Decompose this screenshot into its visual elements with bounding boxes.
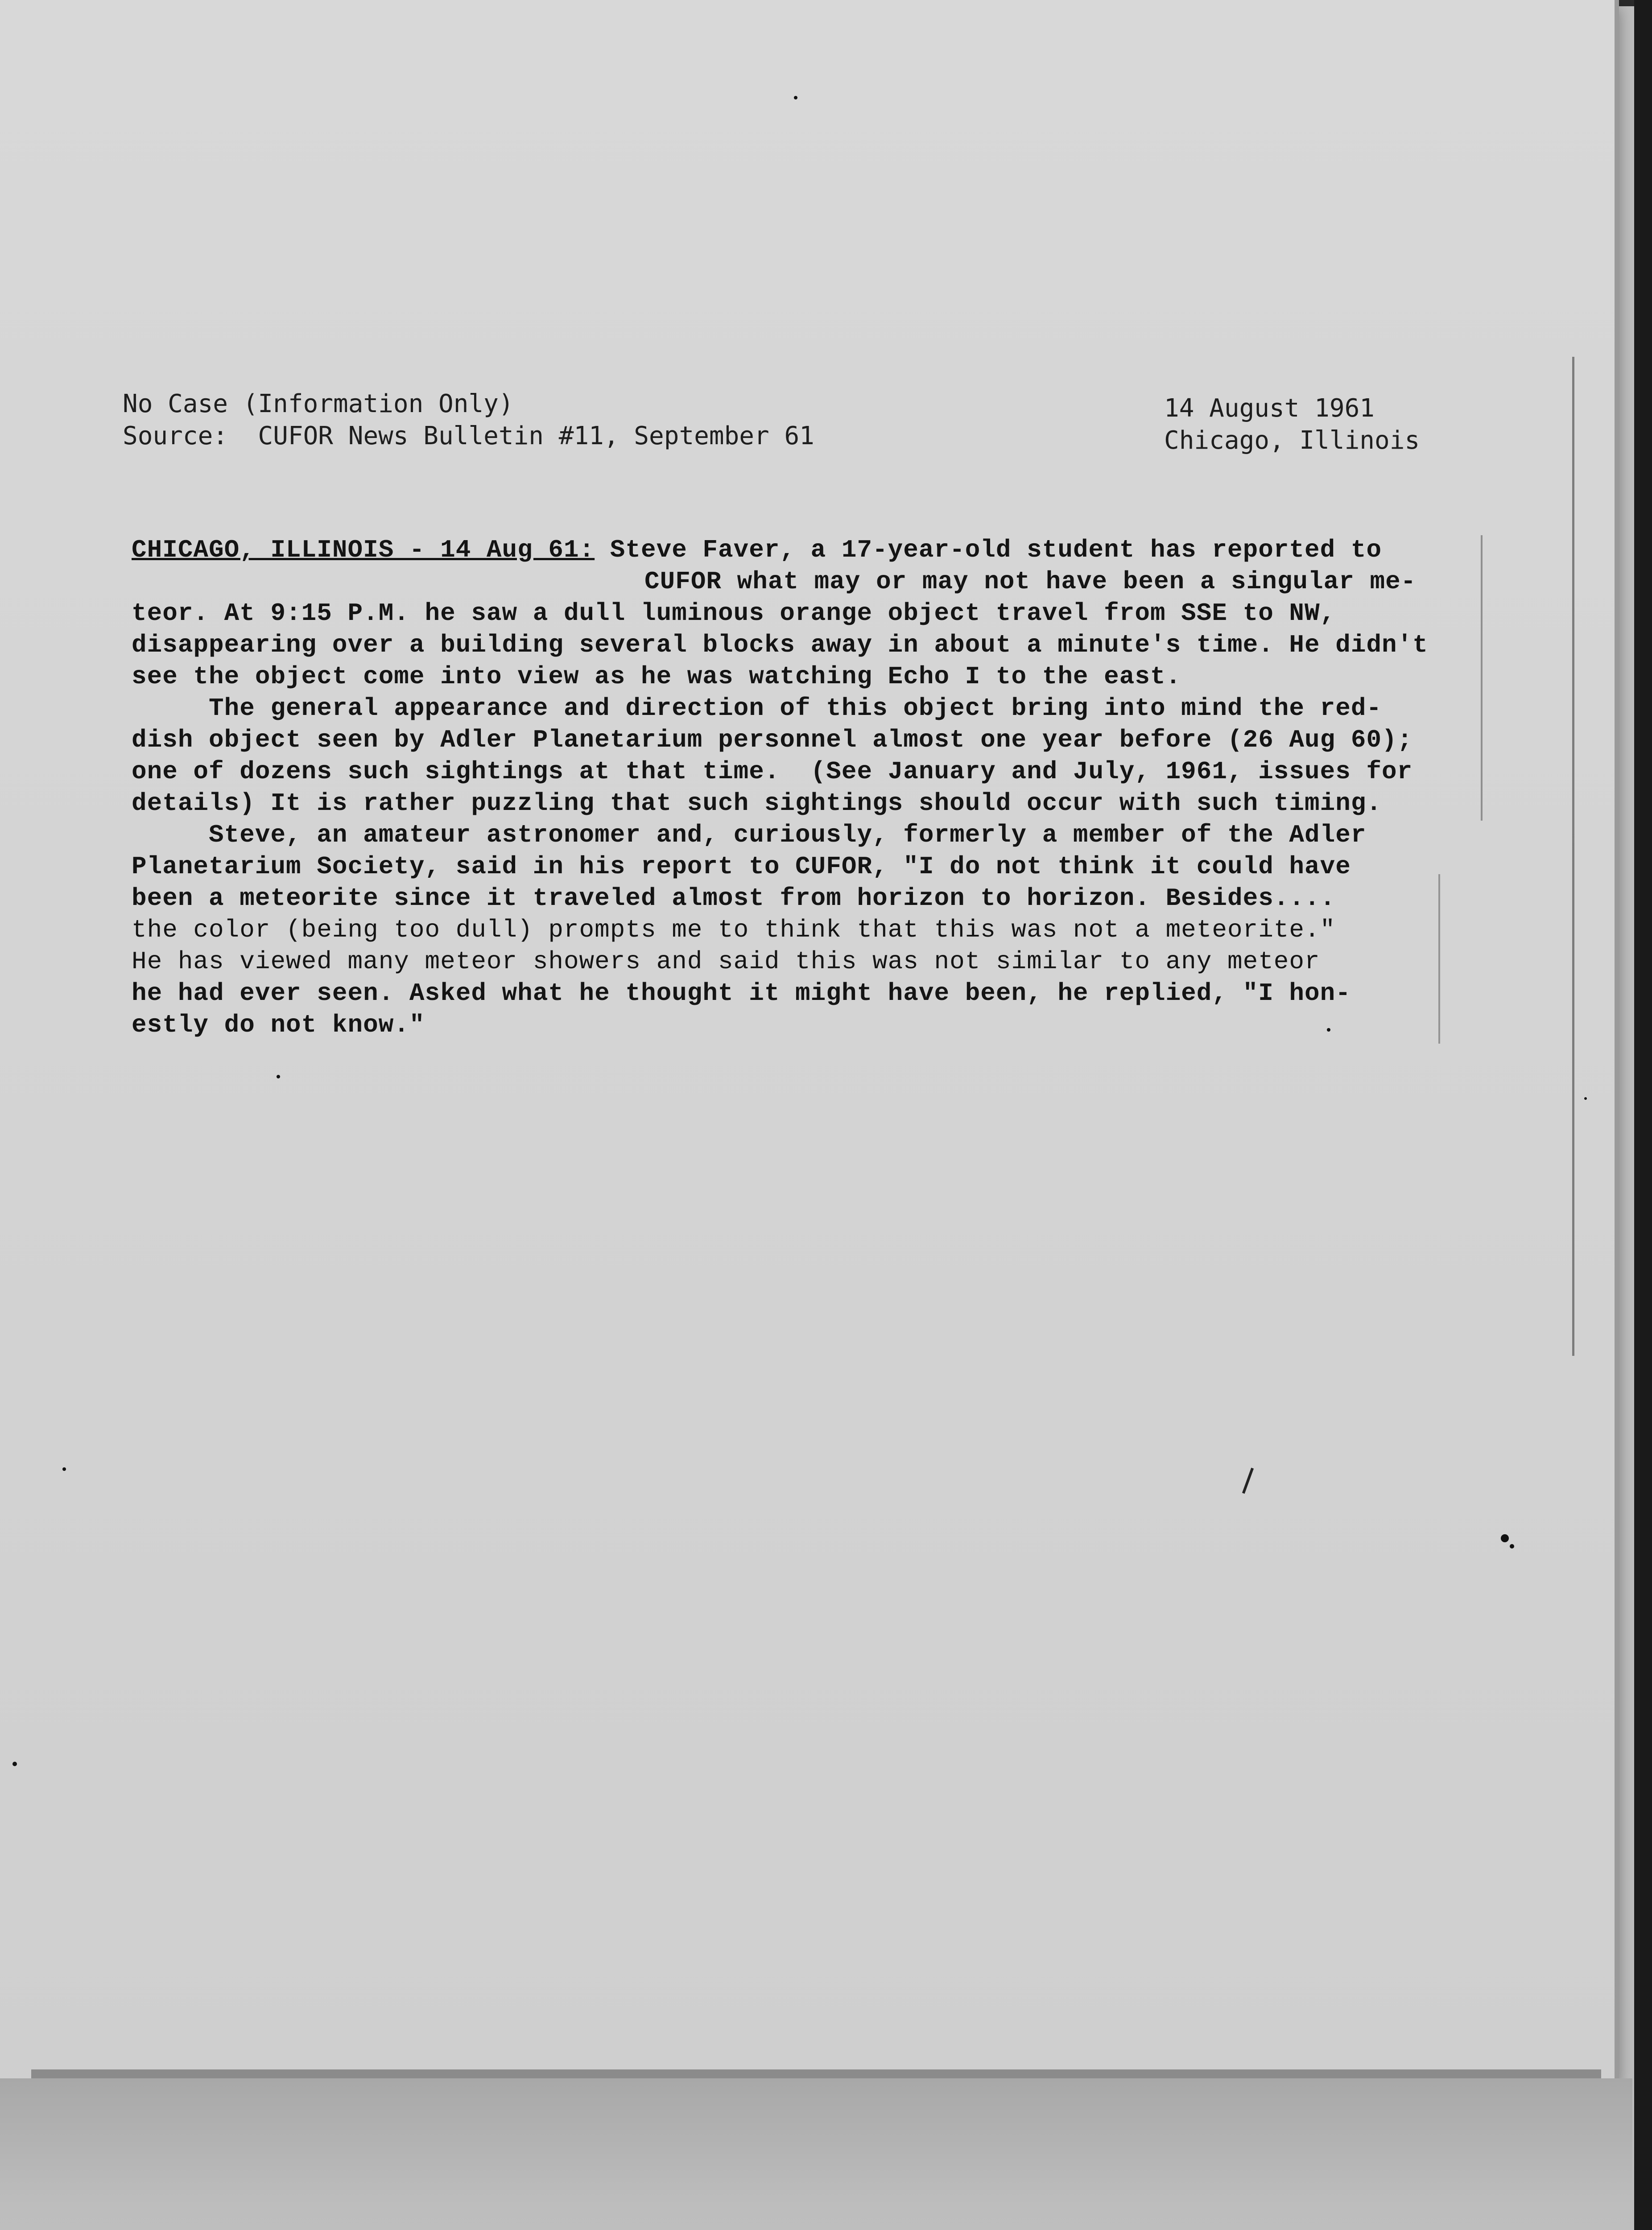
margin-rule-paragraph-3: [1438, 874, 1440, 1044]
ink-speck: [62, 1467, 66, 1471]
ink-speck: [1327, 1028, 1330, 1032]
paragraph-1-line-5: see the object come into view as he was watching Echo I to the east.: [132, 662, 1181, 691]
paragraph-1-line-1: [132, 534, 1461, 566]
backing-surface: [0, 2078, 1632, 2230]
paragraph-3-line-5: He has viewed many meteor showers and said this was not similar to any meteor: [132, 947, 1320, 976]
paragraph-2-line-4: details) It is rather puzzling that such sightings should occur with such timing.: [132, 789, 1382, 818]
paragraph-1-line-1-text: Steve Faver, a 17-year-old student has reported to: [595, 536, 1382, 564]
article-lede: CHICAGO, ILLINOIS - 14 Aug 61:: [132, 536, 595, 564]
source-line: Source: CUFOR News Bulletin #11, September 61: [123, 421, 814, 450]
paragraph-1-line-2: CUFOR what may or may not have been a singular me-: [644, 567, 1417, 596]
paragraph-1-line-3: teor. At 9:15 P.M. he saw a dull luminous orange object travel from SSE to NW,: [132, 599, 1336, 628]
ink-speck: [277, 1075, 280, 1078]
ink-speck: [1501, 1534, 1509, 1542]
paragraph-2-line-1: The general appearance and direction of this object bring into mind the red-: [132, 694, 1382, 723]
ink-speck: [12, 1762, 17, 1766]
margin-rule-paragraph-1: [1481, 535, 1483, 821]
paragraph-2-line-3: one of dozens such sightings at that time. (See January and July, 1961, issues for: [132, 757, 1413, 786]
date-line: 14 August 1961: [1164, 394, 1375, 423]
paragraph-3-line-4: the color (being too dull) prompts me to think that this was not a meteorite.": [132, 916, 1336, 944]
case-header-right: [1164, 392, 1420, 457]
article-body: [132, 534, 1461, 1041]
case-status-line: No Case (Information Only): [123, 389, 514, 418]
paragraph-1: [132, 534, 1461, 693]
paragraph-3-line-6: he had ever seen. Asked what he thought it might have been, he replied, "I hon-: [132, 979, 1351, 1008]
ink-speck: [794, 96, 797, 99]
paragraph-1-line-4: disappearing over a building several blocks away in about a minute's time. He didn't: [132, 631, 1428, 659]
paragraph-3-line-3: been a meteorite since it traveled almost from horizon to horizon. Besides....: [132, 884, 1336, 913]
ink-speck: [1510, 1544, 1514, 1549]
case-header-left: [123, 388, 814, 452]
ink-speck: [1584, 1097, 1587, 1100]
paragraph-3: [132, 819, 1461, 1041]
margin-rule-right: [1572, 357, 1574, 1356]
paragraph-2: [132, 693, 1461, 819]
paragraph-2-line-2: dish object seen by Adler Planetarium personnel almost one year before (26 Aug 60);: [132, 726, 1413, 754]
sheet-bottom-shadow: [31, 2069, 1601, 2078]
paragraph-3-line-2: Planetarium Society, said in his report to CUFOR, "I do not think it could have: [132, 852, 1351, 881]
location-line: Chicago, Illinois: [1164, 426, 1420, 455]
scan-right-edge: [1634, 0, 1652, 2230]
pen-stroke-mark: [1242, 1468, 1254, 1494]
paragraph-3-line-1: Steve, an amateur astronomer and, curiously, formerly a member of the Adler: [132, 821, 1367, 849]
paragraph-3-line-7: estly do not know.": [132, 1011, 425, 1039]
